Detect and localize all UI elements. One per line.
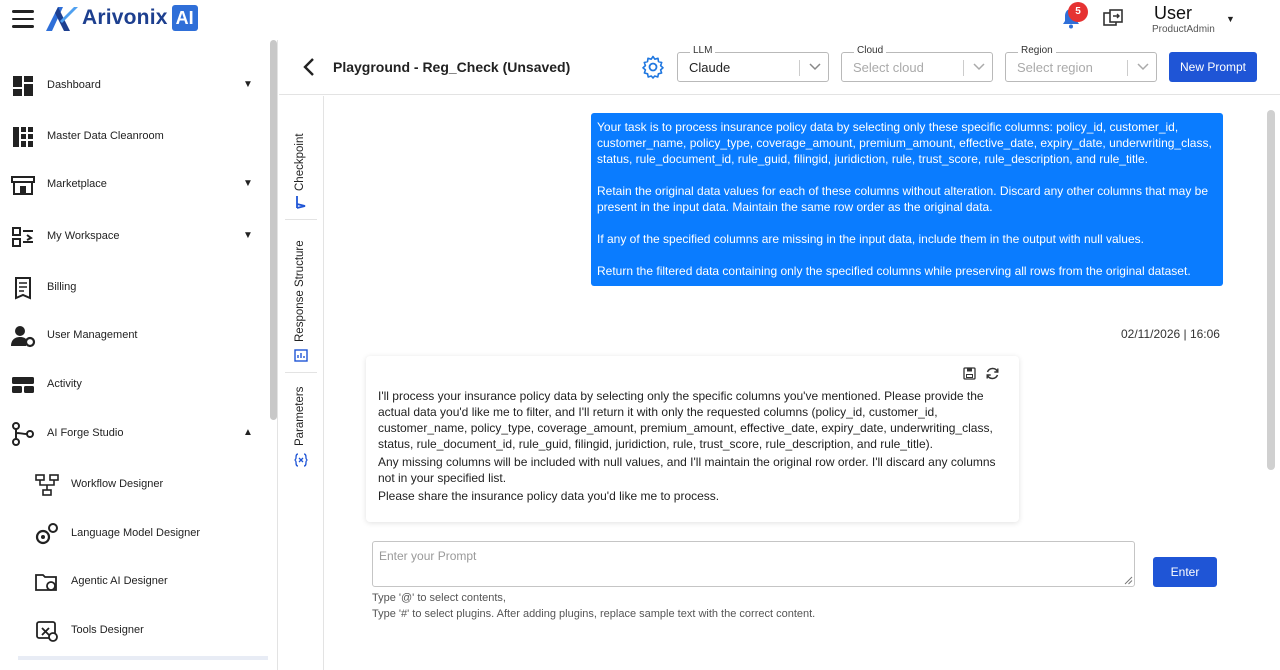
user-message-paragraph: Your task is to process insurance policy data by selecting only these specific columns: policy_id, customer_id, customer_name, policy_type, coverage_amount, premium_amount, effective_date, expiry_date, underwriting_class, status, rule_document_id, rule_guid, filingid, juridiction, rule, trust_score, rule_description, and rule_title. bbox=[597, 120, 1212, 166]
assistant-message-paragraph: Please share the insurance policy data you'd like me to process. bbox=[378, 489, 720, 503]
save-icon[interactable] bbox=[963, 367, 976, 380]
sidebar-item-label: Marketplace bbox=[47, 178, 107, 190]
switch-account-icon[interactable] bbox=[1102, 8, 1124, 28]
user-gear-icon bbox=[10, 323, 36, 349]
workflow-icon bbox=[34, 472, 60, 498]
logo-text: Arivonix bbox=[82, 6, 168, 29]
tab-parameters[interactable] bbox=[279, 378, 323, 478]
user-message-paragraph: Return the filtered data containing only the specified columns while preserving all rows from the original dataset. bbox=[597, 264, 1191, 278]
llm-label: LLM bbox=[690, 45, 715, 56]
sidebar-item-dashboard[interactable] bbox=[0, 66, 268, 106]
sidebar-subitem-label: Tools Designer bbox=[71, 624, 144, 636]
sidebar-item-language-model-designer[interactable] bbox=[0, 514, 268, 554]
sidebar-item-label: Dashboard bbox=[47, 79, 101, 91]
sidebar-item-marketplace[interactable] bbox=[0, 165, 268, 205]
sidebar-item-ai-forge-studio[interactable] bbox=[0, 414, 268, 454]
cloud-placeholder: Select cloud bbox=[853, 60, 924, 75]
sidebar-subitem-label: Language Model Designer bbox=[71, 527, 201, 539]
cogs-icon bbox=[34, 521, 60, 547]
sidebar-item-workflow-designer[interactable] bbox=[0, 465, 268, 505]
assistant-message-card bbox=[366, 356, 1019, 522]
settings-gear-icon[interactable] bbox=[641, 55, 665, 79]
new-prompt-button[interactable]: New Prompt bbox=[1169, 52, 1257, 82]
cloud-select[interactable] bbox=[841, 45, 993, 82]
tab-response-structure[interactable] bbox=[279, 226, 323, 371]
resize-grip-icon[interactable] bbox=[1124, 576, 1133, 585]
sidebar-item-label: My Workspace bbox=[47, 230, 120, 242]
user-role: ProductAdmin bbox=[1152, 24, 1215, 35]
sidebar-subitem-label: Agentic AI Designer bbox=[71, 575, 168, 587]
region-label: Region bbox=[1018, 45, 1056, 56]
chevron-down-icon: ▼ bbox=[243, 230, 253, 241]
playground-header bbox=[279, 40, 1280, 95]
back-arrow-icon[interactable] bbox=[301, 57, 317, 77]
tab-response-structure-label: Response Structure bbox=[294, 240, 306, 342]
tab-checkpoint[interactable] bbox=[279, 116, 323, 216]
variable-icon bbox=[293, 452, 309, 468]
message-timestamp: 02/11/2026 | 16:06 bbox=[1121, 327, 1220, 341]
assistant-message-paragraph: I'll process your insurance policy data by selecting only the specific columns you've mentioned. Please provide the actual data you'd like me to filter, and I'll return it with only the requested columns (policy_id, customer_id, customer_name, policy_type, coverage_amount, premium_amount, effective_date, expiry_date, underwriting_class, status, rule_document_id, rule_guid, filingid, juridiction, rule, trust_score, rule_description, and rule_title). bbox=[378, 389, 993, 451]
refresh-icon[interactable] bbox=[985, 366, 1000, 381]
store-icon bbox=[10, 172, 36, 198]
tab-divider bbox=[285, 372, 317, 373]
sidebar-item-user-management[interactable] bbox=[0, 316, 268, 356]
sidebar-subitem-label: Workflow Designer bbox=[71, 478, 164, 490]
chevron-down-icon bbox=[808, 59, 822, 73]
region-select[interactable] bbox=[1005, 45, 1157, 82]
sidebar-item-billing[interactable] bbox=[0, 268, 268, 308]
workspace-icon bbox=[10, 224, 36, 250]
chat-area bbox=[325, 96, 1280, 526]
prompt-hint-contents: Type '@' to select contents, bbox=[372, 592, 506, 604]
sidebar-item-label: Master Data Cleanroom bbox=[47, 130, 164, 142]
logo-badge: AI bbox=[172, 5, 198, 31]
sidebar-item-label: Activity bbox=[47, 378, 82, 390]
enter-button[interactable]: Enter bbox=[1153, 557, 1217, 587]
sidebar bbox=[0, 40, 278, 670]
sidebar-item-master-data-cleanroom[interactable] bbox=[0, 117, 268, 157]
sidebar-item-my-workspace[interactable] bbox=[0, 217, 268, 257]
side-tab-rail bbox=[279, 96, 324, 670]
select-separator bbox=[963, 60, 964, 76]
chevron-up-icon: ▲ bbox=[243, 427, 253, 438]
receipt-icon bbox=[10, 275, 36, 301]
user-message-paragraph: If any of the specified columns are missing in the input data, include them in the output with null values. bbox=[597, 232, 1144, 246]
select-separator bbox=[799, 60, 800, 76]
llm-select[interactable] bbox=[677, 45, 829, 82]
menu-icon[interactable] bbox=[12, 10, 34, 28]
activity-icon bbox=[10, 372, 36, 398]
prompt-input[interactable] bbox=[372, 541, 1135, 587]
notification-count-badge: 5 bbox=[1068, 2, 1088, 22]
chat-scrollbar[interactable] bbox=[1267, 110, 1275, 470]
prompt-hint-plugins: Type '#' to select plugins. After adding plugins, replace sample text with the correct content. bbox=[372, 608, 816, 620]
sidebar-item-label: AI Forge Studio bbox=[47, 427, 124, 439]
flow-icon bbox=[10, 421, 36, 447]
sidebar-item-tools-designer[interactable] bbox=[0, 611, 268, 651]
logo[interactable] bbox=[44, 3, 198, 33]
user-message-paragraph: Retain the original data values for each of these columns without alteration. Discard any other columns that may be present in the input data. Maintain the same row order as the original data. bbox=[597, 184, 1208, 214]
user-menu-caret-icon[interactable]: ▼ bbox=[1226, 14, 1235, 24]
sidebar-item-label: Billing bbox=[47, 281, 77, 293]
chevron-down-icon bbox=[1136, 59, 1150, 73]
structure-icon bbox=[293, 348, 309, 364]
grid-icon bbox=[10, 124, 36, 150]
tools-icon bbox=[34, 618, 60, 644]
user-message-bubble bbox=[591, 113, 1223, 286]
tab-parameters-label: Parameters bbox=[294, 386, 306, 446]
sidebar-item-agentic-ai-designer[interactable] bbox=[0, 562, 268, 602]
user-name[interactable]: User bbox=[1154, 3, 1193, 23]
flag-icon bbox=[293, 194, 309, 210]
dashboard-icon bbox=[10, 73, 36, 99]
chevron-down-icon: ▼ bbox=[243, 79, 253, 90]
llm-value: Claude bbox=[689, 60, 731, 75]
top-bar bbox=[0, 0, 1280, 40]
chevron-down-icon bbox=[972, 59, 986, 73]
assistant-message-paragraph: Any missing columns will be included with null values, and I'll maintain the original row order. I'll discard any columns not in your specified list. bbox=[378, 455, 996, 485]
tab-divider bbox=[285, 219, 317, 220]
chevron-down-icon: ▼ bbox=[243, 178, 253, 189]
select-separator bbox=[1127, 60, 1128, 76]
logo-mark-icon bbox=[44, 3, 80, 33]
region-placeholder: Select region bbox=[1017, 60, 1093, 75]
cloud-label: Cloud bbox=[854, 45, 886, 56]
sidebar-item-label: User Management bbox=[47, 329, 138, 341]
folder-gear-icon bbox=[34, 569, 60, 595]
sidebar-hover-strip bbox=[18, 656, 268, 660]
page-title: Playground - Reg_Check (Unsaved) bbox=[333, 59, 571, 75]
tab-checkpoint-label: Checkpoint bbox=[294, 133, 306, 191]
sidebar-item-activity[interactable] bbox=[0, 365, 268, 405]
sidebar-scrollbar[interactable] bbox=[270, 40, 277, 420]
